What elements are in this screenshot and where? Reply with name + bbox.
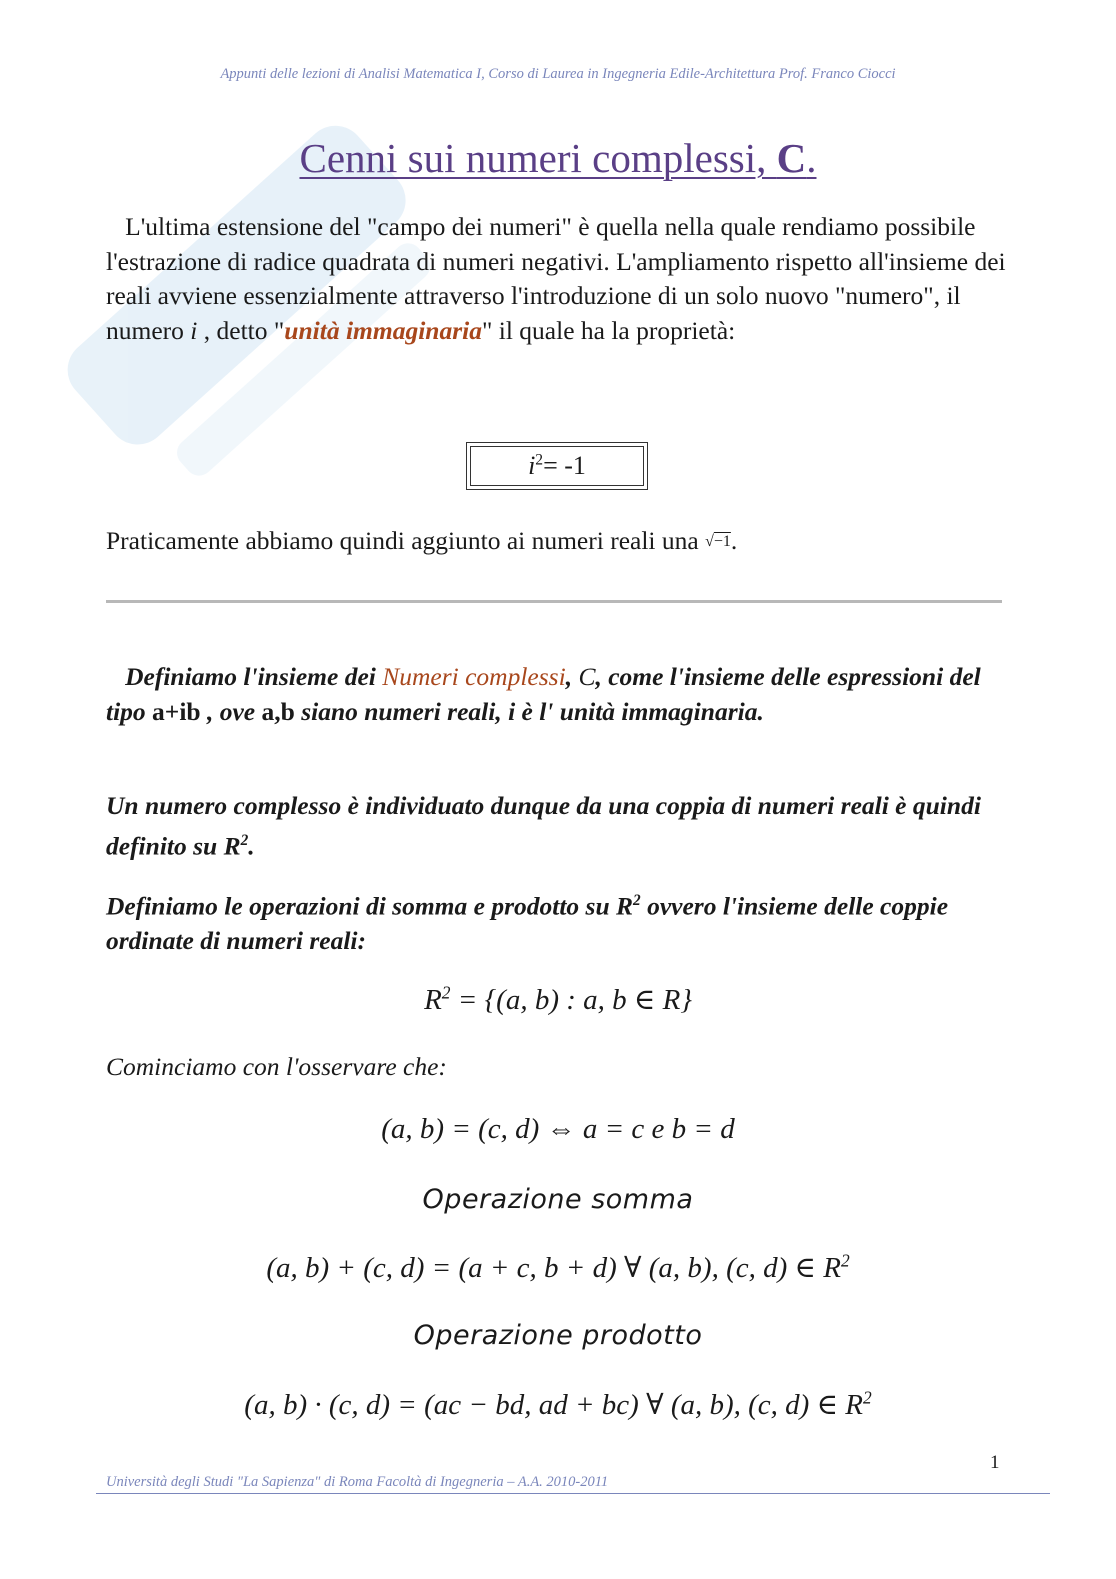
intro-text-1: L'ultima estensione del "campo dei numeri" è quella nella quale rendiamo possibile l'estrazione di radice quadrata di numeri negativi. L'ampliamento rispetto all'insieme dei reali avviene essenzialmente attraverso l'introduzione di un solo nuovo "numero", il numero [106, 212, 1006, 345]
page-footer: Università degli Studi "La Sapienza" di Roma Facoltà di Ingegneria – A.A. 2010-2011 [106, 1474, 609, 1490]
intro-i: i [190, 315, 198, 345]
sqrt-minus-one: √−1 [705, 533, 731, 550]
intro-text-2: , detto " [197, 315, 285, 345]
cominciamo-text: Cominciamo con l'osservare che: [106, 1052, 447, 1081]
praticamente-text: Praticamente abbiamo quindi aggiunto ai numeri reali una [106, 526, 706, 555]
page-number: 1 [990, 1452, 1000, 1473]
intro-text-3: " il quale ha la proprietà: [481, 315, 736, 345]
definition-2: Un numero complesso è individuato dunque da una coppia di numeri reali è quindi definito su $R^2$. [106, 791, 981, 860]
page-header: Appunti delle lezioni di Analisi Matematica I, Corso di Laurea in Ingegneria Edile-Architettura Prof. Franco Ciocci [220, 66, 896, 82]
boxed-exp: 2 [535, 451, 544, 469]
intro-paragraph [106, 210, 1011, 348]
boxed-rest: = -1 [543, 451, 586, 480]
operation-product-title: Operazione prodotto [413, 1320, 703, 1351]
title-symbol: C [776, 135, 807, 181]
divider [106, 600, 1002, 603]
intro-highlight: unità immaginaria [284, 315, 482, 345]
boxed-base: i [528, 451, 536, 480]
operation-sum-formula: (a, b) + (c, d) = (a + c, b + d) ∀ (a, b), (c, d) ∈ $R^2$ [266, 1250, 850, 1284]
term-numeri-complessi: Numeri complessi [382, 662, 566, 691]
title-text: Cenni sui numeri complessi, [299, 135, 777, 181]
operation-product-formula: (a, b) · (c, d) = (ac − bd, ad + bc) ∀ (a, b), (c, d) ∈ $R^2$ [244, 1387, 872, 1421]
title-end: . [806, 135, 817, 181]
page-title [0, 134, 1116, 182]
definition-1: Definiamo l'insieme dei Numeri complessi, C, come l'insieme delle espressioni del tipo a+ib , ove a,b siano numeri reali, i è l' unità immaginaria. [106, 662, 981, 726]
footer-rule [96, 1493, 1050, 1494]
praticamente-line: Praticamente abbiamo quindi aggiunto ai numeri reali una √−1. [106, 526, 738, 555]
formula-r2: $R^2 = \{(a$, b) : a, b ∈ R} [424, 982, 692, 1016]
equality-formula: (a, b) = (c, d) ⇔ a = c e b = d [381, 1113, 735, 1145]
definition-3: Definiamo le operazioni di somma e prodotto su $R^2$ ovvero l'insieme delle coppie ordinate di numeri reali: [106, 891, 949, 955]
operation-sum-title: Operazione somma [422, 1184, 694, 1215]
boxed-formula [466, 442, 648, 490]
